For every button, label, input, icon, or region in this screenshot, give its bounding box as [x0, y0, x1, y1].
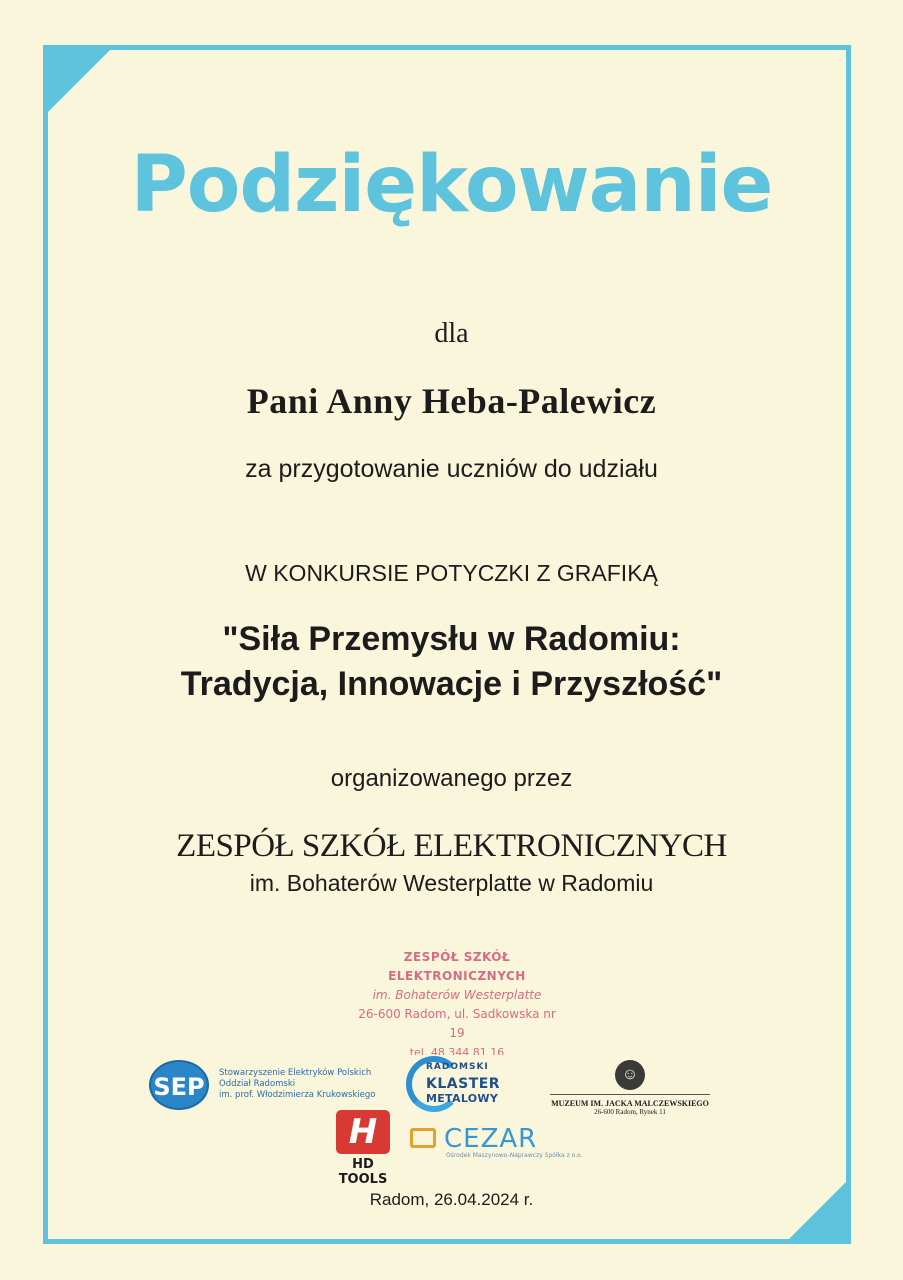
organized-by-text: organizowanego przez — [330, 765, 573, 792]
sep-line1: Stowarzyszenie Elektryków Polskich — [219, 1068, 372, 1078]
portrait-icon: ☺ — [615, 1060, 645, 1090]
contest-text: W KONKURSIE POTYCZKI Z GRAFIKĄ — [245, 560, 658, 586]
klaster-logo — [404, 1054, 524, 1116]
stamp-line4: tel. 48 344 81 16 — [409, 1046, 505, 1055]
stamp-line2: im. Bohaterów Westerplatte — [372, 988, 542, 1002]
for-word: dla — [434, 318, 469, 349]
museum-divider — [550, 1094, 710, 1095]
corner-ribbon-bottom-right — [748, 1054, 851, 1244]
museum-line1: MUZEUM IM. JACKA MALCZEWSKIEGO — [551, 1099, 709, 1108]
klaster-line3: METALOWY — [426, 1092, 499, 1105]
contest-title-line1: "Siła Przemysłu w Radomiu: — [222, 620, 681, 658]
stamp-line1: ZESPÓŁ SZKÓŁ ELEKTRONICZNYCH — [388, 950, 526, 983]
klaster-line2: KLASTER — [426, 1076, 501, 1092]
certificate-date: Radom, 26.04.2024 r. — [369, 1190, 534, 1209]
cezar-text: CEZAR — [444, 1124, 538, 1154]
reason-text: za przygotowanie uczniów do udziału — [245, 455, 658, 483]
sep-line2: Oddział Radomski — [219, 1079, 296, 1089]
klaster-line1: RADOMSKI — [426, 1062, 489, 1072]
school-subtitle: im. Bohaterów Westerplatte w Radomiu — [249, 870, 654, 896]
stamp-line3: 26-600 Radom, ul. Sadkowska nr 19 — [358, 1007, 556, 1040]
hdtools-logo — [328, 1110, 398, 1187]
corner-ribbon-top-left — [43, 45, 241, 131]
recipient-name: Pani Anny Heba-Palewicz — [246, 381, 657, 421]
cezar-icon — [410, 1128, 436, 1148]
cezar-subtext: Ośrodek Maszynowo-Naprawczy Spółka z o.o. — [446, 1152, 583, 1159]
museum-logo — [545, 1060, 715, 1116]
sep-line3: im. prof. Włodzimierza Krukowskiego — [219, 1090, 376, 1100]
contest-title-line2: Tradycja, Innowacje i Przyszłość" — [180, 665, 723, 703]
hdtools-mark: H — [336, 1110, 390, 1154]
hdtools-text: HD TOOLS — [338, 1157, 388, 1187]
sep-mark: SEP — [149, 1060, 209, 1110]
certificate-title: Podziękowanie — [130, 140, 773, 230]
sep-text — [219, 1068, 409, 1101]
museum-line2: 26-600 Radom, Rynek 11 — [594, 1108, 666, 1116]
school-stamp — [352, 948, 562, 1055]
cezar-logo — [410, 1124, 583, 1160]
school-name: ZESPÓŁ SZKÓŁ ELEKTRONICZNYCH — [176, 828, 727, 864]
